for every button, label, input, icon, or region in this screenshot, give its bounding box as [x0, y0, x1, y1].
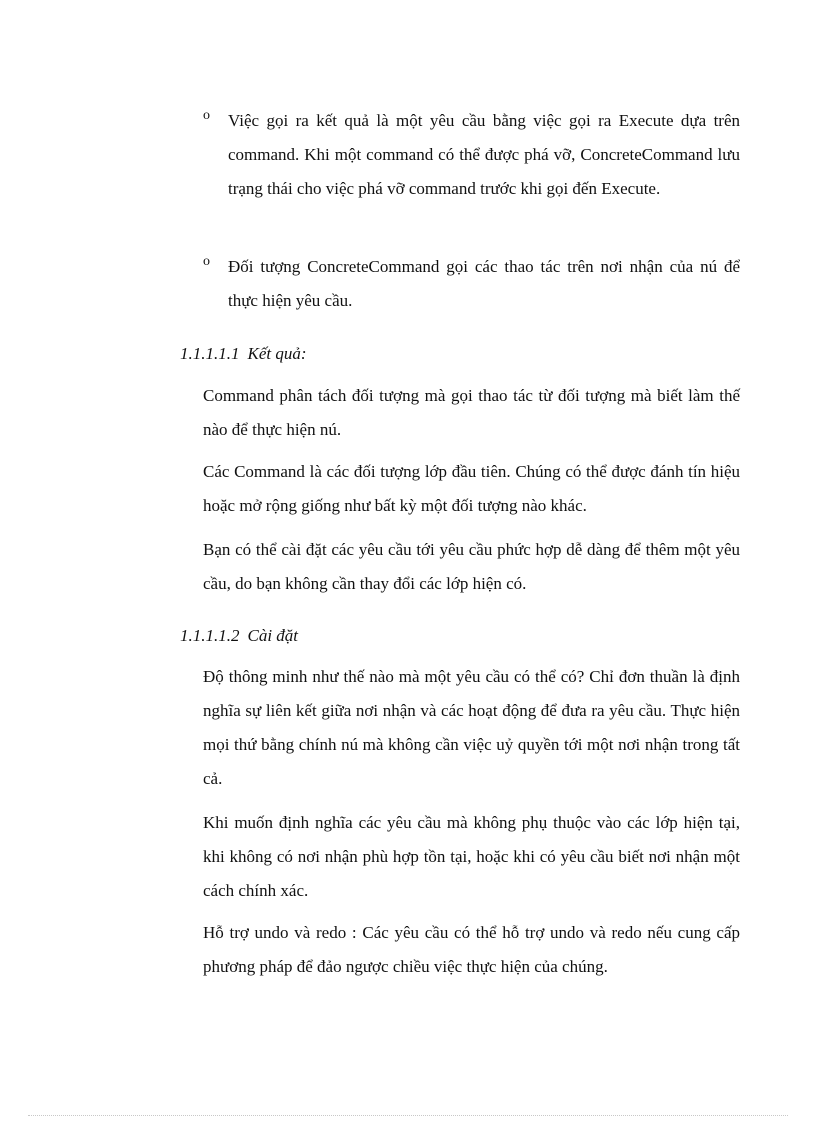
bullet-marker: o	[203, 108, 210, 123]
footer-divider	[28, 1115, 788, 1116]
paragraph: Command phân tách đối tượng mà gọi thao tác từ đối tượng mà biết làm thế nào để thực hiện nú.	[203, 386, 740, 439]
section-number: 1.1.1.1.1	[180, 344, 240, 363]
bullet-item	[203, 104, 740, 206]
paragraph: Các Command là các đối tượng lớp đầu tiên. Chúng có thể được đánh tín hiệu hoặc mở rộng giống như bất kỳ một đối tượng nào khác.	[203, 462, 740, 515]
section-heading	[180, 342, 307, 366]
bullet-text: Việc gọi ra kết quả là một yêu cầu bằng việc gọi ra Execute dựa trên command. Khi một command có thể được phá vỡ, ConcreteCommand lưu trạng thái cho việc phá vỡ command trước khi gọi đến Execute.	[228, 111, 740, 198]
section-number: 1.1.1.1.2	[180, 626, 240, 645]
section-title: Kết quả:	[247, 344, 307, 363]
bullet-marker: o	[203, 254, 210, 269]
bullet-text: Đối tượng ConcreteCommand gọi các thao tác trên nơi nhận của nú để thực hiện yêu cầu.	[228, 257, 740, 310]
paragraph: Khi muốn định nghĩa các yêu cầu mà không phụ thuộc vào các lớp hiện tại, khi không có nơi nhận phù hợp tồn tại, hoặc khi có yêu cầu biết nơi nhận một cách chính xác.	[203, 813, 740, 900]
paragraph: Độ thông minh như thế nào mà một yêu cầu có thể có? Chỉ đơn thuần là định nghĩa sự liên kết giữa nơi nhận và các hoạt động để đưa ra yêu cầu. Thực hiện mọi thứ bằng chính nú mà không cần việc uỷ quyền tới một nơi nhận trong tất cả.	[203, 667, 740, 788]
section-heading	[180, 624, 298, 648]
bullet-item	[203, 250, 740, 318]
section-title: Cài đặt	[247, 626, 299, 645]
paragraph: Bạn có thể cài đặt các yêu cầu tới yêu cầu phức hợp dễ dàng để thêm một yêu cầu, do bạn không cần thay đổi các lớp hiện có.	[203, 540, 740, 593]
paragraph: Hỗ trợ undo và redo : Các yêu cầu có thể hỗ trợ undo và redo nếu cung cấp phương pháp để đảo ngược chiều việc thực hiện của chúng.	[203, 923, 740, 976]
